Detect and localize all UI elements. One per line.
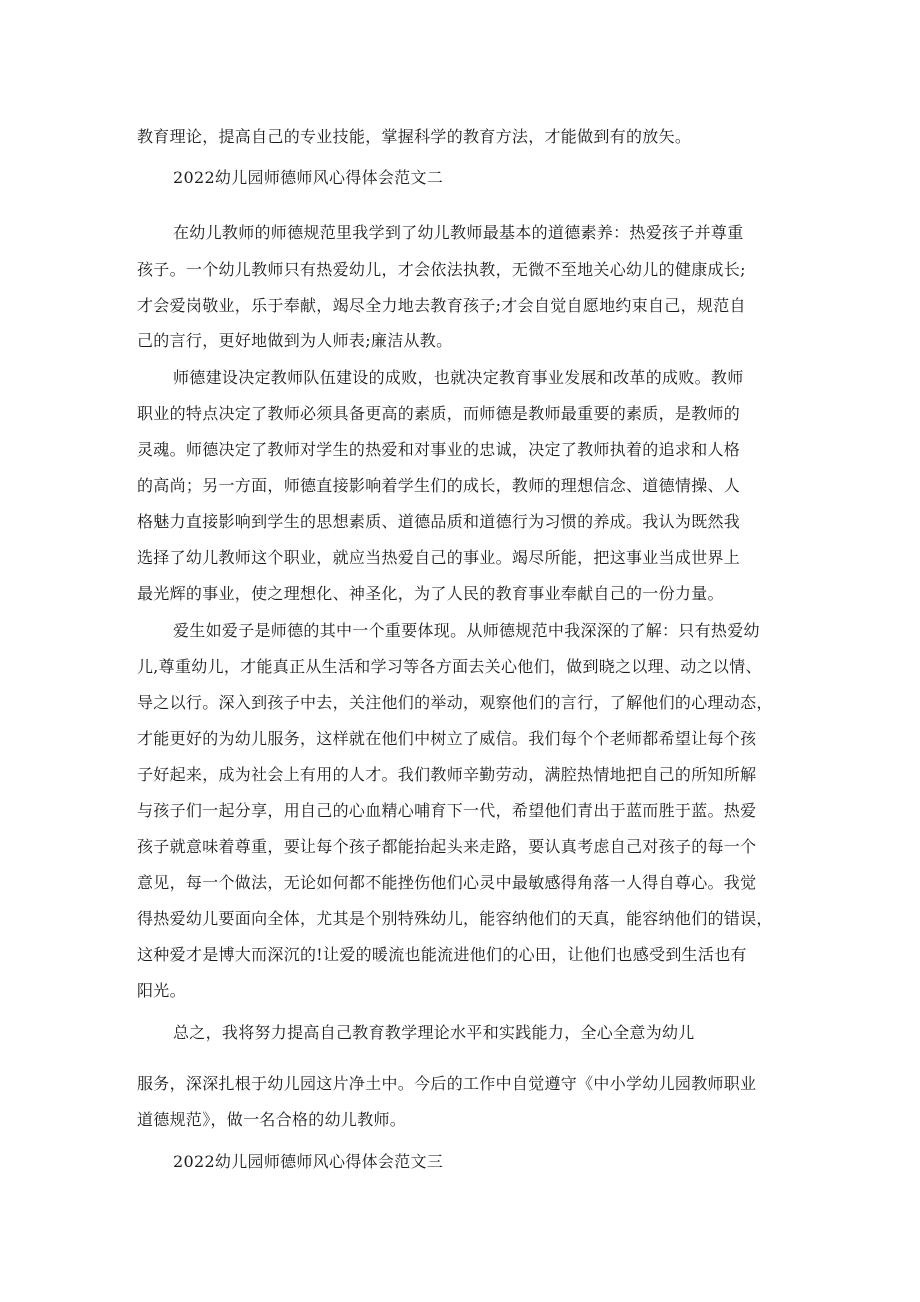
paragraph-line: 教育理论，提高自己的专业技能，掌握科学的教育方法，才能做到有的放矢。 — [137, 127, 692, 146]
section-heading: 2022幼儿园师德师风心得体会范文二 — [173, 168, 444, 187]
paragraph-line: 才能更好的为幼儿服务，这样就在他们中树立了威信。我们每个个老师都希望让每个孩 — [137, 729, 757, 748]
paragraph-line: 意见，每一个做法，无论如何都不能挫伤他们心灵中最敏感得角落一人得自尊心。我觉 — [137, 873, 757, 892]
paragraph-line: 孩子就意味着尊重，要让每个孩子都能抬起头来走路，要认真考虑自己对孩子的每一个 — [137, 837, 757, 856]
paragraph-line: 格魅力直接影响到学生的思想素质、道德品质和道德行为习惯的养成。我认为既然我 — [137, 512, 741, 531]
section-heading: 2022幼儿园师德师风心得体会范文三 — [173, 1152, 444, 1171]
paragraph-line: 导之以行。深入到孩子中去，关注他们的举动，观察他们的言行，了解他们的心理动态， — [137, 693, 773, 712]
paragraph-line: 得热爱幼儿要面向全体，尤其是个别特殊幼儿，能容纳他们的天真，能容纳他们的错误， — [137, 909, 773, 928]
paragraph-line: 灵魂。师德决定了教师对学生的热爱和对事业的忠诚，决定了教师执着的追求和人格 — [137, 440, 741, 459]
paragraph-line: 儿,尊重幼儿，才能真正从生活和学习等各方面去关心他们，做到晓之以理、动之以情、 — [137, 657, 762, 676]
paragraph-line: 才会爱岗敬业，乐于奉献，竭尽全力地去教育孩子;才会自觉自愿地约束自己，规范自 — [137, 296, 746, 315]
paragraph-line: 总之，我将努力提高自己教育教学理论水平和实践能力，全心全意为幼儿 — [173, 1023, 695, 1042]
paragraph-line: 子好起来，成为社会上有用的人才。我们教师辛勤劳动，满腔热情地把自己的所知所解 — [137, 765, 757, 784]
paragraph-line: 爱生如爱子是师德的其中一个重要体现。从师德规范中我深深的了解：只有热爱幼 — [173, 621, 760, 640]
paragraph-line: 己的言行，更好地做到为人师表;廉洁从教。 — [137, 331, 453, 350]
paragraph-line: 与孩子们一起分享，用自己的心血精心哺育下一代，希望他们青出于蓝而胜于蓝。热爱 — [137, 801, 757, 820]
paragraph-line: 在幼儿教师的师德规范里我学到了幼儿教师最基本的道德素养：热爱孩子并尊重 — [173, 223, 744, 242]
paragraph-line: 师德建设决定教师队伍建设的成败，也就决定教育事业发展和改革的成败。教师 — [173, 368, 744, 387]
paragraph-line: 服务，深深扎根于幼儿园这片净土中。今后的工作中自觉遵守《中小学幼儿园教师职业 — [137, 1074, 757, 1093]
paragraph-line: 孩子。一个幼儿教师只有热爱幼儿，才会依法执教，无微不至地关心幼儿的健康成长; — [137, 260, 746, 279]
paragraph-line: 道德规范》，做一名合格的幼儿教师。 — [137, 1110, 407, 1129]
paragraph-line: 阳光。 — [137, 981, 186, 1000]
paragraph-line: 职业的特点决定了教师必须具备更高的素质，而师德是教师最重要的素质，是教师的 — [137, 404, 741, 423]
paragraph-line: 这种爱才是博大而深沉的!让爱的暖流也能流进他们的心田，让他们也感受到生活也有 — [137, 945, 747, 964]
paragraph-line: 最光辉的事业，使之理想化、神圣化，为了人民的教育事业奉献自己的一份力量。 — [137, 584, 724, 603]
paragraph-line: 选择了幼儿教师这个职业，就应当热爱自己的事业。竭尽所能，把这事业当成世界上 — [137, 548, 741, 567]
paragraph-line: 的高尚；另一方面，师德直接影响着学生们的成长，教师的理想信念、道德情操、人 — [137, 476, 741, 495]
